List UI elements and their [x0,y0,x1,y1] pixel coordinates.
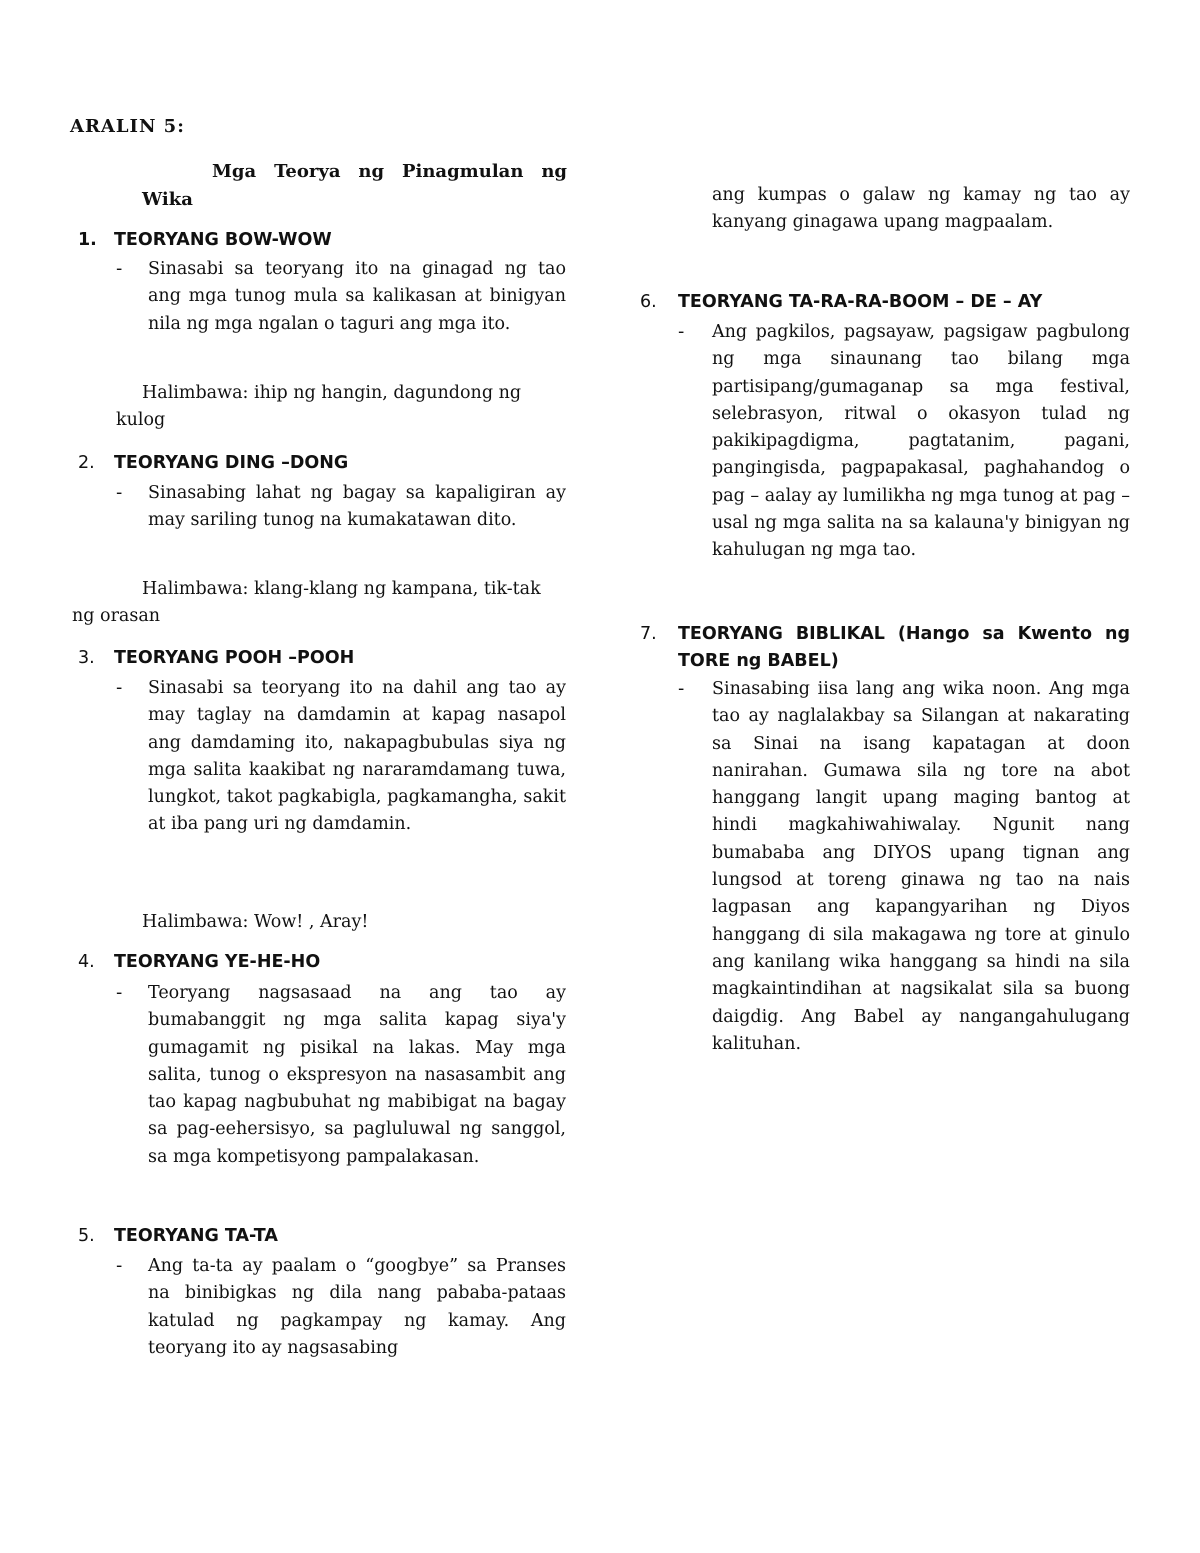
section-number: 5. [78,1226,95,1246]
page-title: Mga Teorya ng Pinagmulan ng Wika [142,161,567,210]
section-4-heading [78,952,320,972]
list-dash: - [678,322,685,342]
section-5-heading [78,1226,278,1246]
list-dash: - [116,483,123,503]
section-number: 4. [78,952,95,972]
section-number: 1. [78,230,97,250]
section-7-heading [640,621,1130,676]
section-2-body: Sinasabing lahat ng bagay sa kapaligiran ay may sariling tunog na kumakatawan dito. [148,483,566,531]
lesson-number: ARALIN 5: [70,116,185,137]
section-2-example: Halimbawa: klang-klang ng kampana, tik-tak ng orasan [72,579,541,627]
section-1-heading [78,230,332,250]
list-dash: - [116,259,123,279]
section-6-body: Ang pagkilos, pagsayaw, pagsigaw pagbulong ng mga sinaunang tao bilang mga partisipang/gumaganap sa mga festival, selebrasyon, ritwal o okasyon tulad ng pakikipagdigma, pagtatanim, pagani, pangingisda, pagpapakasal, paghahandog o pag – aalay ay lumilikha ng mga tunog at pag – usal ng mga salita na sa kalauna'y binigyan ng kahulugan ng mga tao. [712,322,1130,561]
section-title: TEORYANG TA-RA-RA-BOOM – DE – AY [678,292,1043,312]
section-number: 2. [78,453,95,473]
section-1-example: Halimbawa: ihip ng hangin, dagundong ng kulog [116,383,522,431]
section-3-body: Sinasabi sa teoryang ito na dahil ang tao ay may taglay na damdamin at kapag nasapol ang damdaming ito, nakapagbubulas siya ng mga salita kaakibat ng nararamdamang tuwa, lungkot, takot pagkabigla, pagkamangha, sakit at iba pang uri ng damdamin. [148,678,566,835]
list-dash: - [678,679,685,699]
section-number: 3. [78,648,95,668]
section-title: TEORYANG TA-TA [114,1226,278,1246]
section-title: TEORYANG DING –DONG [114,453,349,473]
section-number: 7. [640,624,657,644]
section-5-body: Ang ta-ta ay paalam o “googbye” sa Pranses na binibigkas ng dila nang pababa-pataas katulad ng pagkampay ng kamay. Ang teoryang ito ay nagsasabing [148,1256,566,1358]
section-title: TEORYANG YE-HE-HO [114,952,321,972]
section-title: TEORYANG BIBLIKAL (Hango sa Kwento ng TORE ng BABEL) [678,624,1130,672]
section-2-heading [78,453,348,473]
list-dash: - [116,678,123,698]
section-3-heading [78,648,354,668]
section-title: TEORYANG BOW-WOW [114,230,332,250]
section-5-continuation: ang kumpas o galaw ng kamay ng tao ay kanyang ginagawa upang magpaalam. [712,185,1130,233]
list-dash: - [116,983,123,1003]
list-dash: - [116,1256,123,1276]
section-7-body: Sinasabing iisa lang ang wika noon. Ang mga tao ay naglalakbay sa Silangan at nakarating sa Sinai na isang kapatagan at doon nanirahan. Gumawa sila ng tore na abot hanggang langit upang maging bantog at hindi magkahiwahiwalay. Ngunit nang bumababa ang DIYOS upang tignan ang lungsod at toreng ginawa ng tao na nais lagpasan ang kapangyarihan ng Diyos hanggang di sila makagawa ng tore at ginulo ang kanilang wika hanggang sa hindi na sila magkaintindihan at nagsikalat sila sa buong daigdig. Ang Babel ay nangangahulugang kalituhan. [712,679,1130,1054]
section-3-example: Halimbawa: Wow! , Aray! [142,912,369,932]
section-title: TEORYANG POOH –POOH [114,648,355,668]
section-number: 6. [640,292,657,312]
section-4-body: Teoryang nagsasaad na ang tao ay bumabanggit ng mga salita kapag siya'y gumagamit ng pisikal na lakas. May mga salita, tunog o ekspresyon na nasasambit ang tao kapag nagbubuhat ng mabibigat na bagay sa pag-eehersisyo, sa pagluluwal ng sanggol, sa mga kompetisyong pampalakasan. [148,983,566,1167]
section-1-body: Sinasabi sa teoryang ito na ginagad ng tao ang mga tunog mula sa kalikasan at binigyan nila ng mga ngalan o taguri ang mga ito. [148,259,566,334]
section-6-heading [640,292,1042,312]
